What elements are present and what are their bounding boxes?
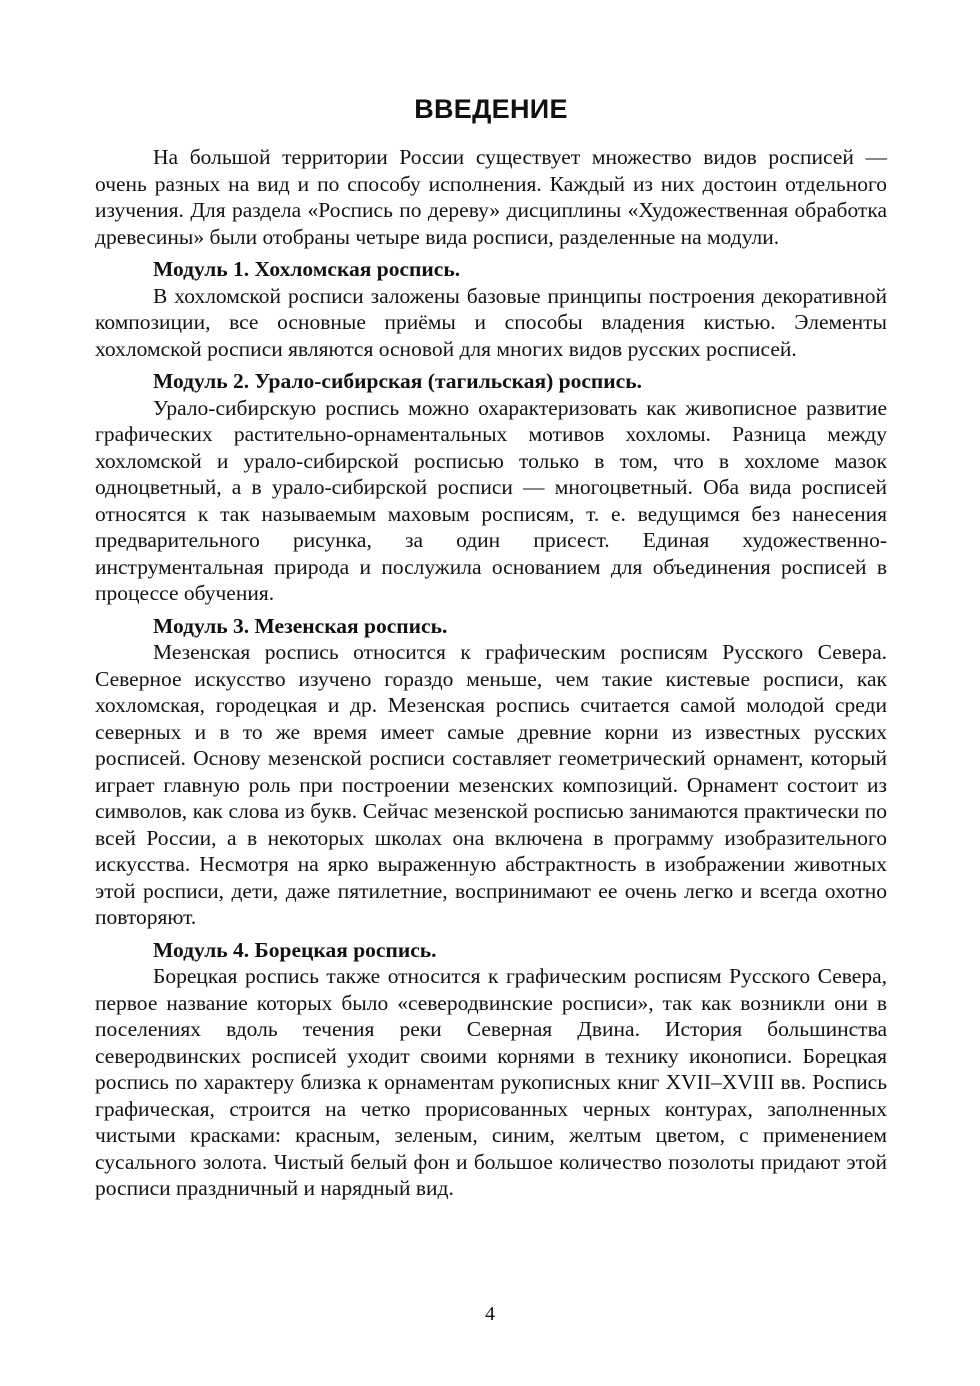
page-title: ВВЕДЕНИЕ bbox=[414, 94, 568, 124]
module-1-text: В хохломской росписи заложены базовые принципы построения декоративной композиции, все основные приёмы и способы владения кистью. Элементы хохломской росписи являются основой для многих видов русских росписей. bbox=[95, 283, 887, 361]
module-3-text: Мезенская роспись относится к графическим росписям Русского Севера. Северное искусство изучено гораздо меньше, чем такие кистевые росписи, как хохломская, городецкая и др. Мезенская роспись считается самой молодой среди северных и в то же время имеет самые древние корни из известных русских росписей. Основу мезенской росписи составляет геометрический орнамент, который играет главную роль при построении мезенских композиций. Орнамент состоит из символов, как слова из букв. Сейчас мезенской росписью занимаются практически по всей России, а в некоторых школах она включена в программу изобразительного искусства. Несмотря на ярко выраженную абстрактность в изображении животных этой росписи, дети, даже пятилетние, воспринимают ее очень легко и всегда охотно повторяют. bbox=[95, 640, 887, 929]
module-2-heading: Модуль 2. Урало-сибирская (тагильская) роспись. bbox=[153, 369, 642, 393]
module-3-heading: Модуль 3. Мезенская роспись. bbox=[153, 613, 448, 638]
module-4-text: Борецкая роспись также относится к графическим росписям Русского Севера, первое название которых было «северодвинские росписи», так как возникли они в поселениях вдоль течения реки Северная Двина. История большинства северодвинских росписей уходит своими корнями в технику иконописи. Борецкая роспись по характеру близка к орнаментам рукописных книг XVII–XVIII вв. Роспись графическая, строится на четко прорисованных черных контурах, заполненных чистыми красками: красным, зеленым, синим, желтым цветом, с применением сусального золота. Чистый белый фон и большое количество позолоты придают этой росписи праздничный и нарядный вид. bbox=[95, 964, 887, 1200]
module-2-section bbox=[95, 368, 887, 607]
module-4-heading: Модуль 4. Борецкая роспись. bbox=[153, 937, 437, 962]
module-1-section bbox=[95, 256, 887, 362]
module-4-section bbox=[95, 937, 887, 1202]
module-2-text: Урало-сибирскую роспись можно охарактеризовать как живописное развитие графических растительно-орнаментальных мотивов хохломы. Разница между хохломской и урало-сибирской росписью только в том, что в хохломе мазок одноцветный, а в урало-сибирской росписи — многоцветный. Оба вида росписей относятся к так называемым маховым росписям, т. е. ведущимся без нанесения предварительного рисунка, за один присест. Единая художественно-инструментальная природа и послужила основанием для объединения росписей в процессе обучения. bbox=[95, 395, 887, 605]
module-1-heading: Модуль 1. Хохломская роспись. bbox=[153, 257, 461, 281]
module-3-section bbox=[95, 613, 887, 931]
intro-paragraph: На большой территории России существует множество видов росписей — очень разных на вид и по способу исполнения. Каждый из них достоин отдельного изучения. Для раздела «Роспись по дереву» дисциплины «Художественная обработка древесины» были отобраны четыре вида росписи, разделенные на модули. bbox=[95, 145, 887, 249]
document-page bbox=[95, 92, 887, 1202]
page-number: 4 bbox=[485, 1303, 495, 1325]
